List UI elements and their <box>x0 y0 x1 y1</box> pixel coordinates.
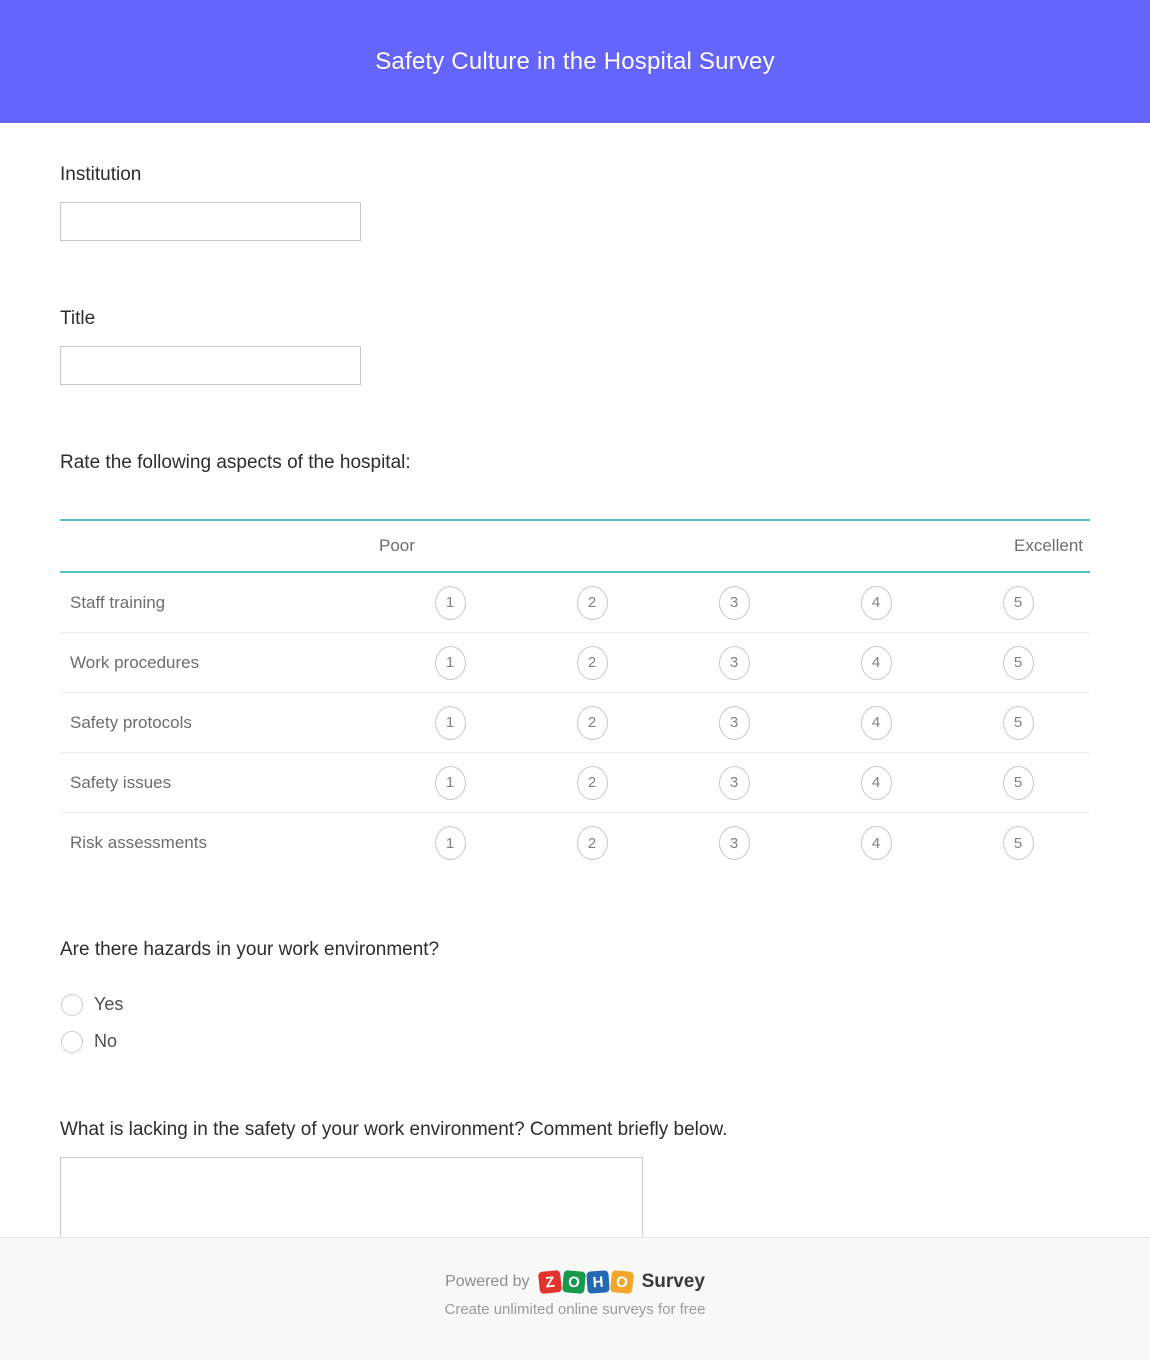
rating-circle[interactable]: 3 <box>719 706 750 740</box>
rating-row-label: Safety issues <box>70 772 172 792</box>
rating-circle[interactable]: 1 <box>435 646 466 680</box>
rating-circle[interactable]: 4 <box>861 706 892 740</box>
rating-question-label: Rate the following aspects of the hospital: <box>60 452 411 473</box>
rating-circle[interactable]: 2 <box>577 706 608 740</box>
rating-row <box>60 753 1090 813</box>
rating-row <box>60 633 1090 693</box>
rating-circle[interactable]: 3 <box>719 586 750 620</box>
survey-footer <box>0 1237 1150 1360</box>
radio-label: Yes <box>94 994 124 1014</box>
zoho-logo <box>539 1271 635 1293</box>
rating-circle[interactable]: 4 <box>861 766 892 800</box>
rating-circle[interactable]: 2 <box>577 646 608 680</box>
zoho-logo-tile: Z <box>537 1270 561 1294</box>
rating-row-label: Staff training <box>70 592 166 612</box>
rating-rows <box>60 573 1090 873</box>
rating-row-label: Safety protocols <box>70 712 192 732</box>
rating-row <box>60 693 1090 753</box>
rating-circle[interactable]: 5 <box>1003 646 1034 680</box>
rating-circle[interactable]: 2 <box>577 586 608 620</box>
rating-row <box>60 813 1090 873</box>
rating-circle[interactable]: 1 <box>435 586 466 620</box>
page-title: Safety Culture in the Hospital Survey <box>375 47 775 75</box>
hazards-option-yes[interactable] <box>60 991 1090 1018</box>
survey-body <box>60 164 1090 1327</box>
title-input[interactable] <box>60 346 361 385</box>
rating-row-label: Work procedures <box>70 652 200 672</box>
radio-label: No <box>94 1031 118 1051</box>
rating-circle[interactable]: 4 <box>861 586 892 620</box>
rating-circle[interactable]: 4 <box>861 646 892 680</box>
powered-by-text: Powered by <box>445 1273 530 1290</box>
rating-circle[interactable]: 5 <box>1003 826 1034 860</box>
rating-circle[interactable]: 3 <box>719 826 750 860</box>
zoho-logo-tile: H <box>586 1270 609 1293</box>
scale-max-label: Excellent <box>1014 536 1083 555</box>
institution-label: Institution <box>60 164 142 185</box>
hazards-question-label: Are there hazards in your work environment? <box>60 939 440 960</box>
rating-circle[interactable]: 1 <box>435 706 466 740</box>
rating-table <box>60 519 1090 873</box>
radio-icon[interactable] <box>61 1031 83 1053</box>
hazards-option-no[interactable] <box>60 1028 1090 1055</box>
zoho-survey-link[interactable] <box>445 1271 705 1293</box>
scale-min-label: Poor <box>379 536 415 555</box>
comment-question-label: What is lacking in the safety of your work environment? Comment briefly below. <box>60 1119 728 1140</box>
zoho-logo-tile: O <box>562 1270 586 1294</box>
radio-icon[interactable] <box>61 994 83 1016</box>
hazards-options <box>60 991 1090 1055</box>
rating-row-label: Risk assessments <box>70 833 207 852</box>
rating-circle[interactable]: 1 <box>435 826 466 860</box>
survey-header <box>0 0 1150 123</box>
zoho-logo-tile: O <box>609 1270 633 1294</box>
rating-circle[interactable]: 3 <box>719 646 750 680</box>
rating-circle[interactable]: 2 <box>577 766 608 800</box>
rating-circle[interactable]: 1 <box>435 766 466 800</box>
title-label: Title <box>60 308 96 329</box>
brand-suffix-text: Survey <box>641 1271 705 1292</box>
rating-circle[interactable]: 5 <box>1003 766 1034 800</box>
rating-circle[interactable]: 5 <box>1003 706 1034 740</box>
rating-circle[interactable]: 4 <box>861 826 892 860</box>
rating-row <box>60 573 1090 633</box>
rating-circle[interactable]: 2 <box>577 826 608 860</box>
institution-input[interactable] <box>60 202 361 241</box>
rating-table-header <box>60 521 1090 573</box>
footer-tagline-link[interactable]: Create unlimited online surveys for free <box>444 1301 706 1318</box>
rating-circle[interactable]: 5 <box>1003 586 1034 620</box>
rating-circle[interactable]: 3 <box>719 766 750 800</box>
